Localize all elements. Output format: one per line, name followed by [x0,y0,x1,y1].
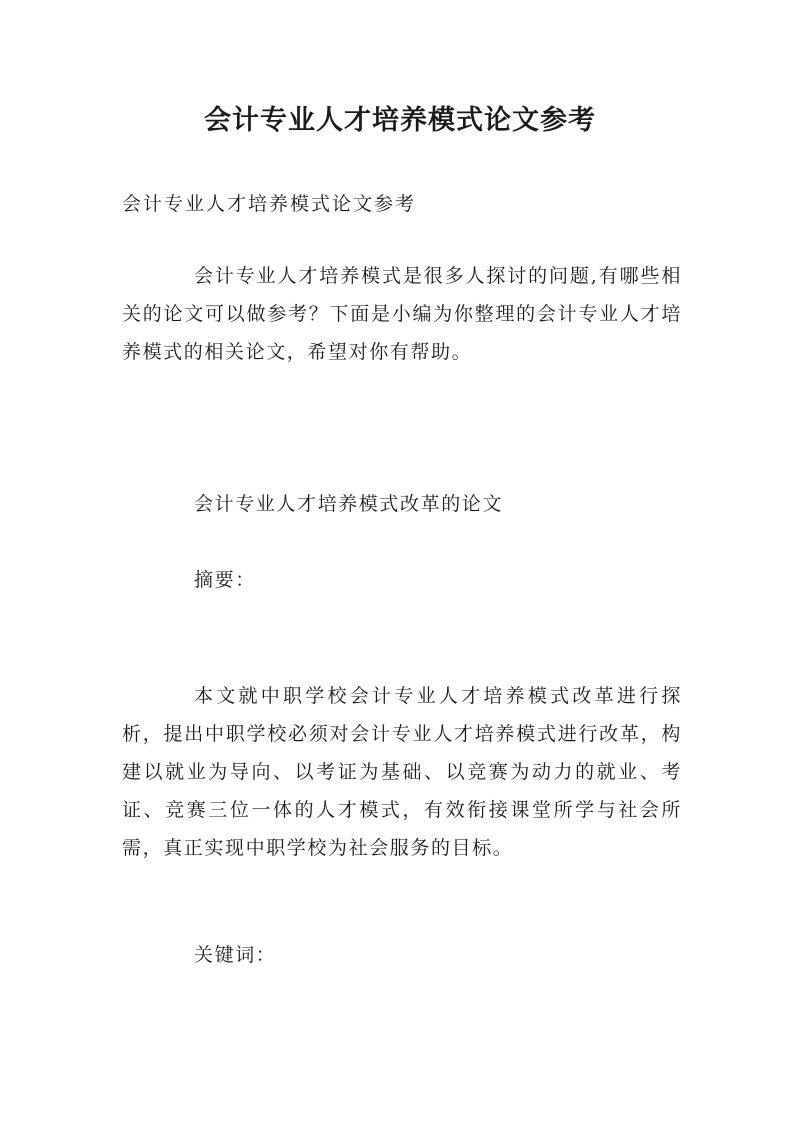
intro-paragraph: 会计专业人才培养模式是很多人探讨的问题,有哪些相关的论文可以做参考？下面是小编为你整理的会计专业人才培养模式的相关论文，希望对你有帮助。 [122,265,682,363]
section-title: 会计专业人才培养模式改革的论文 [194,493,504,515]
document-title: 会计专业人才培养模式论文参考 [204,105,596,136]
document-subtitle: 会计专业人才培养模式论文参考 [122,193,417,215]
keywords-label: 关键词： [194,944,277,966]
abstract-paragraph: 本文就中职学校会计专业人才培养模式改革进行探析，提出中职学校必须对会计专业人才培养模式进行改革，构建以就业为导向、以考证为基础、以竞赛为动力的就业、考证、竞赛三位一体的人才模式，有效衔接课堂所学与社会所需，真正实现中职学校为社会服务的目标。 [122,685,682,859]
abstract-label: 摘要： [194,569,256,591]
